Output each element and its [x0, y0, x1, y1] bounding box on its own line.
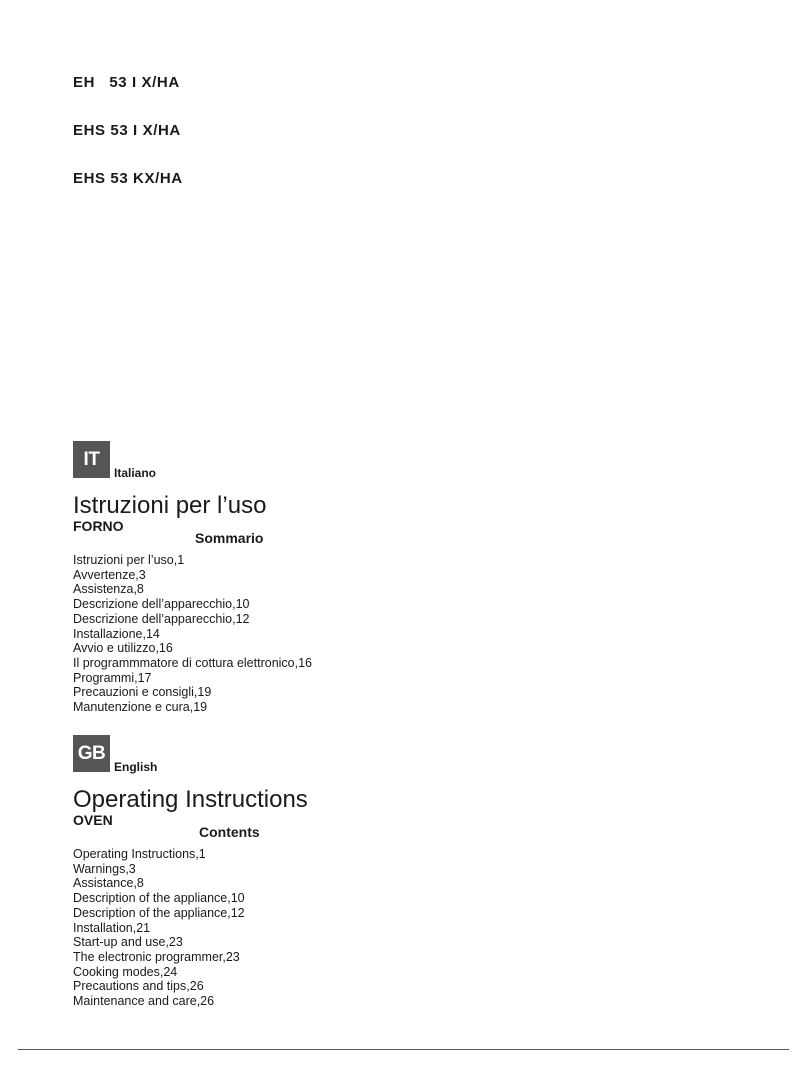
toc-entry: Avvertenze,3	[73, 567, 146, 582]
table-of-contents	[73, 553, 312, 715]
document-title: Operating Instructions	[73, 786, 308, 813]
toc-entry: Start-up and use,23	[73, 935, 183, 950]
toc-entry: Operating Instructions,1	[73, 847, 206, 861]
toc-entry: Descrizione dell’apparecchio,12	[73, 611, 250, 626]
language-name: Italiano	[114, 466, 157, 480]
toc-entry: Description of the appliance,12	[73, 905, 245, 920]
toc-entry: Precauzioni e consigli,19	[73, 685, 212, 700]
bottom-divider	[18, 1049, 789, 1050]
toc-entry: Precautions and tips,26	[73, 979, 204, 994]
toc-entry: Assistenza,8	[73, 582, 144, 597]
toc-entry: Warnings,3	[73, 861, 136, 876]
model-number: EHS 53 I X/HA	[73, 122, 181, 139]
toc-entry: Manutenzione e cura,19	[73, 700, 208, 715]
document-title: Istruzioni per l’uso	[73, 492, 267, 519]
toc-entry: Programmi,17	[73, 670, 152, 685]
toc-entry: Description of the appliance,10	[73, 891, 245, 906]
toc-entry: Cooking modes,24	[73, 964, 178, 979]
language-name: English	[114, 760, 158, 774]
toc-entry: Istruzioni per l’uso,1	[73, 553, 185, 567]
toc-entry: Il programmmatore di cottura elettronico,16	[73, 655, 312, 670]
model-number: EHS 53 KX/HA	[73, 170, 183, 187]
toc-entry: Avvio e utilizzo,16	[73, 641, 173, 656]
table-of-contents	[73, 847, 245, 1009]
toc-entry: Installation,21	[73, 920, 151, 935]
contents-heading: Sommario	[195, 530, 264, 546]
product-subtitle: FORNO	[73, 518, 124, 534]
contents-heading: Contents	[199, 824, 260, 840]
toc-entry: The electronic programmer,23	[73, 949, 240, 964]
language-code-badge: IT	[73, 441, 110, 478]
toc-entry: Installazione,14	[73, 626, 160, 641]
model-list	[73, 43, 183, 203]
language-code-badge: GB	[73, 735, 110, 772]
toc-entry: Descrizione dell’apparecchio,10	[73, 597, 250, 612]
toc-entry: Maintenance and care,26	[73, 994, 215, 1009]
toc-entry: Assistance,8	[73, 876, 144, 891]
product-subtitle: OVEN	[73, 812, 113, 828]
model-number: EH 53 I X/HA	[73, 74, 180, 91]
